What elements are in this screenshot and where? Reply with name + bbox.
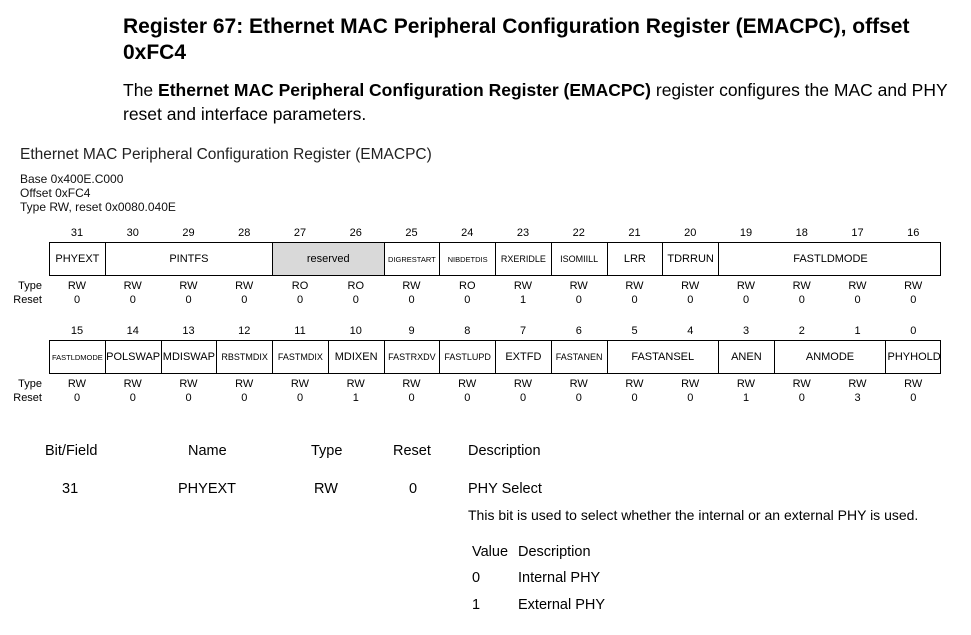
bit-reset: 0 bbox=[408, 294, 415, 306]
bit-type: RO bbox=[347, 280, 364, 292]
register-field: FASTLDMODE bbox=[50, 341, 106, 373]
bit-number: 23 bbox=[516, 227, 530, 239]
bit-type: RW bbox=[792, 280, 811, 292]
register-field: ANMODE bbox=[775, 341, 887, 373]
value-1-description: External PHY bbox=[518, 597, 606, 613]
intro-suffix: register configures the MAC and PHY reset and interface parameters. bbox=[123, 80, 948, 124]
bit-type: RW bbox=[848, 280, 867, 292]
header-name: Name bbox=[188, 443, 227, 459]
bit-number: 9 bbox=[408, 325, 415, 337]
register-field: NIBDETDIS bbox=[440, 243, 496, 275]
bit-number: 1 bbox=[854, 325, 861, 337]
bit-type: RW bbox=[235, 378, 254, 390]
bit-reset: 0 bbox=[687, 392, 694, 404]
bit-number: 31 bbox=[70, 227, 84, 239]
bit-reset: 0 bbox=[185, 294, 192, 306]
bit-reset: 0 bbox=[296, 294, 304, 306]
row-bitfield: 31 bbox=[62, 481, 79, 497]
bit-reset: 0 bbox=[73, 392, 81, 404]
bit-number: 18 bbox=[795, 227, 808, 239]
bit-reset: 1 bbox=[742, 392, 750, 404]
bit-type: RW bbox=[67, 280, 87, 292]
register-field: PHYHOLD bbox=[887, 351, 941, 363]
base-address: Base 0x400E.C000 bbox=[20, 172, 124, 186]
bit-type: RO bbox=[291, 280, 309, 292]
bit-number: 27 bbox=[293, 227, 307, 239]
register-field: FASTLUPD bbox=[440, 341, 496, 373]
bit-type: RW bbox=[736, 280, 756, 292]
bit-type: RO bbox=[459, 280, 476, 292]
bit-type: RW bbox=[792, 378, 811, 390]
bit-reset: 0 bbox=[854, 294, 861, 306]
bit-type: RW bbox=[179, 378, 198, 390]
bit-reset: 0 bbox=[352, 294, 359, 306]
header-bitfield: Bit/Field bbox=[45, 443, 98, 459]
bit-type: RW bbox=[513, 378, 533, 390]
bit-reset: 0 bbox=[408, 392, 415, 404]
bit-reset: 0 bbox=[464, 294, 471, 306]
register-field: FASTANSEL bbox=[608, 341, 720, 373]
bit-type: RW bbox=[904, 378, 923, 390]
bit-number: 11 bbox=[294, 325, 306, 337]
row-type: RW bbox=[314, 481, 338, 497]
intro-prefix: The bbox=[123, 80, 159, 100]
bit-reset: 0 bbox=[575, 392, 582, 404]
header-description: Description bbox=[468, 443, 541, 459]
bit-type: RW bbox=[458, 378, 477, 390]
bit-type: RW bbox=[736, 378, 756, 390]
bit-reset: 0 bbox=[129, 294, 136, 306]
row-desc-title: PHY Select bbox=[468, 481, 542, 497]
register-field: LRR bbox=[608, 243, 664, 275]
bit-type: RW bbox=[402, 378, 421, 390]
bit-reset: 0 bbox=[129, 392, 136, 404]
bit-reset: 1 bbox=[519, 294, 527, 306]
value-0: 0 bbox=[472, 570, 481, 586]
bit-reset: 1 bbox=[352, 392, 359, 404]
bit-number: 30 bbox=[126, 227, 139, 239]
bit-reset: 0 bbox=[798, 294, 805, 306]
register-field: ISOMIILL bbox=[552, 243, 608, 275]
register-field: FASTLDMODE bbox=[793, 253, 868, 265]
bit-type: RW bbox=[848, 378, 867, 390]
register-field: EXTFD bbox=[496, 341, 552, 373]
intro-register-name: Ethernet MAC Peripheral Configuration Register (EMACPC) bbox=[158, 80, 651, 100]
register-field: ANEN bbox=[719, 341, 775, 373]
bit-reset: 0 bbox=[464, 392, 471, 404]
bit-number: 3 bbox=[742, 325, 750, 337]
bit-number: 26 bbox=[349, 227, 362, 239]
reset-row-label: Reset bbox=[13, 294, 42, 306]
bit-type: RW bbox=[681, 378, 700, 390]
register-field: POLSWAP bbox=[106, 341, 162, 373]
bit-reset: 0 bbox=[687, 294, 694, 306]
lower-register-row bbox=[49, 340, 941, 374]
value-1: 1 bbox=[472, 597, 481, 613]
row-reset: 0 bbox=[409, 481, 418, 497]
register-title: Register 67: Ethernet MAC Peripheral Configuration Register (EMACPC), offset 0xFC4 bbox=[123, 15, 910, 64]
bit-number: 28 bbox=[238, 227, 251, 239]
upper-register-row bbox=[49, 242, 941, 276]
type-reset-summary: Type RW, reset 0x0080.040E bbox=[20, 200, 176, 214]
bit-reset: 0 bbox=[296, 392, 304, 404]
bit-number: 17 bbox=[851, 227, 864, 239]
bit-number: 14 bbox=[126, 325, 139, 337]
reset-row-label: Reset bbox=[13, 392, 42, 404]
type-row-label: Type bbox=[18, 378, 42, 390]
row-name: PHYEXT bbox=[178, 481, 237, 497]
bit-type: RW bbox=[235, 280, 254, 292]
bit-reset: 0 bbox=[631, 392, 638, 404]
bit-reset: 0 bbox=[742, 294, 750, 306]
bit-type: RW bbox=[346, 378, 365, 390]
bit-type: RW bbox=[290, 378, 310, 390]
bit-type: RW bbox=[681, 280, 700, 292]
bit-type: RW bbox=[625, 280, 644, 292]
bit-number: 19 bbox=[739, 227, 753, 239]
bit-reset: 0 bbox=[185, 392, 192, 404]
register-field: MDIXEN bbox=[329, 341, 385, 373]
bit-type: RW bbox=[625, 378, 644, 390]
bit-number: 5 bbox=[631, 325, 638, 337]
bit-number: 2 bbox=[798, 325, 805, 337]
bit-number: 15 bbox=[70, 325, 84, 337]
bit-reset: 0 bbox=[631, 294, 638, 306]
reserved-field: reserved bbox=[273, 243, 385, 275]
header-type: Type bbox=[311, 443, 343, 459]
bit-type: RW bbox=[569, 280, 588, 292]
register-field: MDISWAP bbox=[162, 341, 218, 373]
bit-number: 4 bbox=[687, 325, 694, 337]
bit-reset: 0 bbox=[910, 392, 917, 404]
values-header-value: Value bbox=[472, 544, 509, 560]
register-field: FASTANEN bbox=[552, 341, 608, 373]
bit-type: RW bbox=[513, 280, 533, 292]
bit-number: 6 bbox=[575, 325, 582, 337]
bit-reset: 0 bbox=[798, 392, 805, 404]
register-intro bbox=[123, 78, 963, 126]
bit-number: 24 bbox=[461, 227, 474, 239]
bit-number: 21 bbox=[628, 227, 641, 239]
bit-number: 8 bbox=[464, 325, 471, 337]
register-field: DIGRESTART bbox=[385, 243, 441, 275]
type-row-label: Type bbox=[18, 280, 42, 292]
figure-title: Ethernet MAC Peripheral Configuration Register (EMACPC) bbox=[20, 146, 432, 163]
bit-type: RW bbox=[67, 378, 87, 390]
bit-number: 20 bbox=[684, 227, 697, 239]
bit-number: 29 bbox=[182, 227, 195, 239]
bit-reset: 0 bbox=[73, 294, 81, 306]
register-field: PHYEXT bbox=[50, 243, 106, 275]
offset-address: Offset 0xFC4 bbox=[20, 186, 91, 200]
header-reset: Reset bbox=[393, 443, 431, 459]
register-field: FASTRXDV bbox=[385, 341, 441, 373]
bit-type: RW bbox=[179, 280, 198, 292]
bit-reset: 0 bbox=[241, 294, 248, 306]
bit-type: RW bbox=[123, 378, 142, 390]
bit-number: 12 bbox=[238, 325, 251, 337]
bit-type: RW bbox=[123, 280, 142, 292]
bit-type: RW bbox=[402, 280, 421, 292]
bit-reset: 0 bbox=[241, 392, 248, 404]
bit-number: 7 bbox=[519, 325, 527, 337]
bit-reset: 0 bbox=[910, 294, 917, 306]
bit-number: 22 bbox=[572, 227, 585, 239]
bit-number: 13 bbox=[182, 325, 195, 337]
bit-reset: 0 bbox=[519, 392, 527, 404]
bit-type: RW bbox=[569, 378, 588, 390]
bit-reset: 3 bbox=[854, 392, 861, 404]
register-field: FASTMDIX bbox=[273, 341, 329, 373]
row-desc-text: This bit is used to select whether the internal or an external PHY is used. bbox=[468, 507, 919, 523]
bit-number: 16 bbox=[907, 227, 920, 239]
value-0-description: Internal PHY bbox=[518, 570, 601, 586]
bit-reset: 0 bbox=[575, 294, 582, 306]
register-field: RXERIDLE bbox=[496, 243, 552, 275]
bit-number: 25 bbox=[405, 227, 418, 239]
bit-type: RW bbox=[904, 280, 923, 292]
values-header-description: Description bbox=[518, 544, 591, 560]
register-field: RBSTMDIX bbox=[217, 341, 273, 373]
bit-number: 0 bbox=[910, 325, 917, 337]
register-field: PINTFS bbox=[106, 243, 273, 275]
register-field: TDRRUN bbox=[663, 243, 719, 275]
bit-number: 10 bbox=[349, 325, 362, 337]
